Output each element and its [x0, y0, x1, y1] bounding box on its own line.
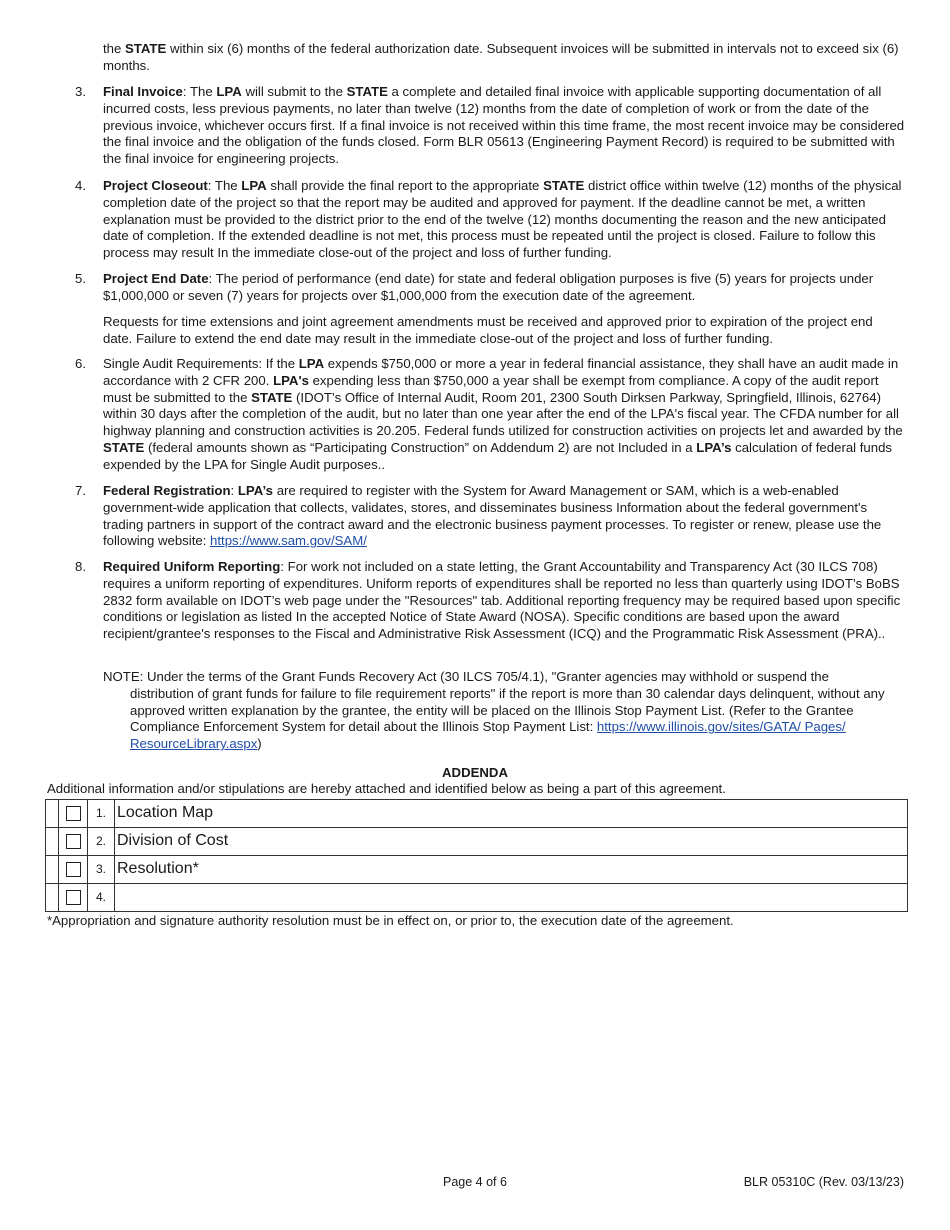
note-first-line: NOTE: Under the terms of the Grant Funds Recovery Act (30 ILCS 705/4.1), "Granter agencies may withhold or suspend the — [103, 669, 829, 684]
item-number: 3. — [75, 84, 86, 99]
table-row — [46, 800, 908, 828]
addendum-4-checkbox[interactable] — [66, 890, 81, 905]
item-title: Required Uniform Reporting — [103, 559, 281, 574]
row-number: 4. — [88, 884, 115, 912]
item-title: Final Invoice — [103, 84, 183, 99]
item-text: Required Uniform Reporting: For work not included on a state letting, the Grant Accountability and Transparency Act (30 ILCS 708) requires a uniform reporting of expenditures. Uniform reports of expenditures shall be reported no less than quarterly using IDOT’s BoBS 2832 form available on IDOT’s web page under the "Resources" tab. Additional reporting frequency may be required based upon specific conditions or legislation as listed In the accepted Notice of State Award (NOSA). Specific conditions are based upon the award recipient/grantee's responses to the Fiscal and Administrative Risk Assessment (ICQ) and the Programmatic Risk Assessment (PRA).. — [103, 559, 901, 642]
item-title: Federal Registration — [103, 483, 231, 498]
addenda-intro: Additional information and/or stipulations are hereby attached and identified below as being a part of this agreement. — [47, 781, 726, 796]
addendum-2-checkbox[interactable] — [66, 834, 81, 849]
item-text: Project End Date: The period of performance (end date) for state and federal obligation purposes is five (5) years for projects under $1,000,000 or seven (7) years for projects over $1,000,000 from the execution date of the agreement. — [103, 271, 874, 303]
addendum-3-checkbox[interactable] — [66, 862, 81, 877]
item-5-extra-paragraph: Requests for time extensions and joint agreement amendments must be received and approved prior to expiration of the project end date. Failure to extend the end date may result in the immediate close-out of the project and loss of further funding. — [103, 314, 873, 346]
bold-term: STATE — [125, 41, 167, 56]
addendum-label: Location Map — [115, 800, 908, 828]
item-title: Project End Date — [103, 271, 209, 286]
item-number: 8. — [75, 559, 86, 574]
addenda-footnote: *Appropriation and signature authority resolution must be in effect on, or prior to, the execution date of the agreement. — [47, 913, 734, 928]
form-number: BLR 05310C (Rev. 03/13/23) — [743, 1175, 904, 1189]
item-title: Project Closeout — [103, 178, 208, 193]
blank-cell — [46, 828, 59, 856]
item-text: Single Audit Requirements: If the LPA expends $750,000 or more a year in federal financial assistance, they shall have an audit made in accordance with 2 CFR 200. LPA's expending less than $750,000 a year shall be exempt from compliance. A copy of the audit report must be submitted to the STATE (IDOT’s Office of Internal Audit, Room 201, 2300 South Dirksen Parkway, Springfield, Illinois, 62764) within 30 days after the completion of the audit, but no later than one year after the end of the LPA's fiscal year. The CFDA number for all highway planning and construction activities is 20.205. Federal funds utilized for construction activities on projects let and awarded by the STATE (federal amounts shown as “Participating Construction” on Addendum 2) are not Included in a LPA’s calculation of federal funds expended by the LPA for Single Audit purposes.. — [103, 356, 903, 472]
checkbox-cell — [59, 856, 88, 884]
table-row — [46, 856, 908, 884]
continuation-paragraph — [103, 41, 903, 75]
item-number: 5. — [75, 271, 86, 286]
row-number: 2. — [88, 828, 115, 856]
addenda-heading: ADDENDA — [442, 765, 508, 780]
text: the — [103, 41, 125, 56]
blank-cell — [46, 884, 59, 912]
row-number: 1. — [88, 800, 115, 828]
item-text: Project Closeout: The LPA shall provide the final report to the appropriate STATE district office within twelve (12) months of the physical completion date of the project so that the report may be audited and approved for payment. If the deadline cannot be met, a written explanation must be provided to the district prior to the end of the twelve (12) months documenting the reason and the new anticipated date of completion. If the extended deadline is not met, this process must be repeated until the project is closed. Failure to follow this process may result In the immediate close-out of the project and loss of further funding. — [103, 178, 902, 261]
row-number: 3. — [88, 856, 115, 884]
item-text: Federal Registration: LPA’s are required to register with the System for Award Management or SAM, which is a web-enabled government-wide application that collects, validates, stores, and disseminates business Information about the federal government's trading partners in support of the contract award and the electronic business payment processes. To register or renew, please use the following website: https://www.sam.gov/SAM/ — [103, 483, 882, 549]
blank-cell — [46, 800, 59, 828]
addendum-label: Division of Cost — [115, 828, 908, 856]
addendum-1-checkbox[interactable] — [66, 806, 81, 821]
note-paragraph — [103, 669, 908, 753]
table-row — [46, 884, 908, 912]
addendum-label: Resolution* — [115, 856, 908, 884]
item-number: 7. — [75, 483, 86, 498]
checkbox-cell — [59, 828, 88, 856]
sam-website-link[interactable]: https://www.sam.gov/SAM/ — [210, 533, 367, 549]
item-text: Final Invoice: The LPA will submit to the STATE a complete and detailed final invoice with applicable supporting documentation of all incurred costs, less previous payments, no later than twelve (12) months from the date of completion of work or from the date of the previous invoice, whichever occurs first. If a final invoice is not received within this time frame, the most recent invoice may be considered the final invoice and the obligation of the funds closed. Form BLR 05613 (Engineering Payment Record) is required to be submitted with the final invoice for engineering projects. — [103, 84, 905, 167]
blank-cell — [46, 856, 59, 884]
checkbox-cell — [59, 884, 88, 912]
item-number: 6. — [75, 356, 86, 371]
table-row — [46, 828, 908, 856]
item-number: 4. — [75, 178, 86, 193]
note-continuation: distribution of grant funds for failure to file requirement reports" if the report is more than 30 calendar days delinquent, without any approved written explanation by the grantee, the entity will be placed on the Illinois Stop Payment List. (Refer to the Grantee Compliance Enforcement System for detail about the Illinois Stop Payment List: https://www.illinois.gov/sites/GATA/ Pages/ ResourceLibrary.aspx) — [130, 685, 885, 752]
page-number: Page 4 of 6 — [443, 1175, 507, 1189]
addendum-label-input[interactable] — [115, 884, 908, 912]
text: within six (6) months of the federal authorization date. Subsequent invoices will be submitted in intervals not to exceed six (6) months. — [103, 41, 899, 73]
checkbox-cell — [59, 800, 88, 828]
gata-resource-library-link[interactable]: https://www.illinois.gov/sites/GATA/ Pages/ ResourceLibrary.aspx — [130, 719, 846, 752]
addenda-table — [45, 799, 908, 912]
